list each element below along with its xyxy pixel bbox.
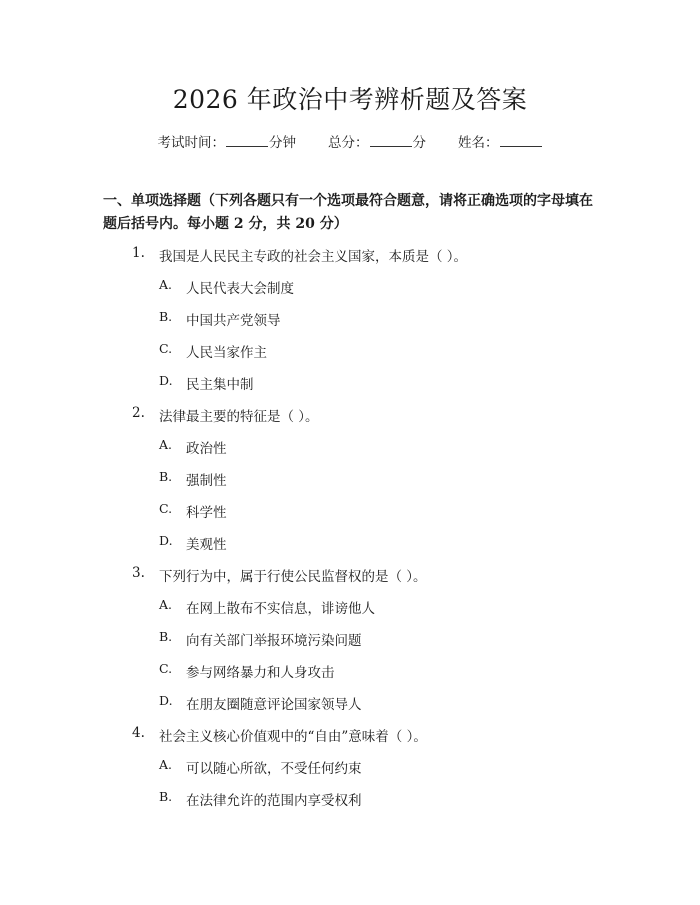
- option-letter: A.: [159, 757, 173, 772]
- exam-time-unit: 分钟: [269, 135, 296, 151]
- question-number: 3.: [132, 565, 145, 581]
- exam-time-label: 考试时间：: [157, 135, 225, 151]
- section-heading: [103, 190, 603, 236]
- option-letter: B.: [159, 629, 173, 644]
- option-letter: C.: [159, 341, 173, 356]
- section-heading-line2: 题后括号内。每小题 2 分，共 20 分）: [103, 216, 348, 232]
- option-letter: A.: [159, 597, 173, 612]
- section-heading-line1: 一、单项选择题（下列各题只有一个选项最符合题意，请将正确选项的字母填在: [103, 193, 593, 209]
- option-letter: D.: [159, 693, 173, 708]
- option-letter: C.: [159, 661, 173, 676]
- option-letter: D.: [159, 533, 173, 548]
- option-text: 在网上散布不实信息，诽谤他人: [186, 601, 375, 617]
- option-text: 人民当家作主: [186, 345, 267, 361]
- option-letter: A.: [159, 437, 173, 452]
- option-letter: C.: [159, 501, 173, 516]
- option-text: 中国共产党领导: [186, 313, 281, 329]
- option-text: 美观性: [186, 537, 227, 553]
- exam-time-blank: [226, 134, 268, 147]
- total-score-field: [328, 131, 426, 151]
- option-text: 在法律允许的范围内享受权利: [186, 793, 362, 809]
- question-number: 1.: [132, 245, 145, 261]
- question-text: 我国是人民民主专政的社会主义国家，本质是（ ）。: [159, 249, 468, 265]
- total-score-label: 总分：: [328, 135, 369, 151]
- name-blank: [500, 134, 542, 147]
- option-text: 人民代表大会制度: [186, 281, 294, 297]
- exam-info-line: [0, 131, 700, 151]
- option-text: 政治性: [186, 441, 227, 457]
- option-text: 参与网络暴力和人身攻击: [186, 665, 335, 681]
- option-letter: A.: [159, 277, 173, 292]
- question-text: 下列行为中，属于行使公民监督权的是（ ）。: [159, 569, 427, 585]
- question-text: 法律最主要的特征是（ ）。: [159, 409, 319, 425]
- option-text: 科学性: [186, 505, 227, 521]
- option-text: 强制性: [186, 473, 227, 489]
- option-text: 可以随心所欲，不受任何约束: [186, 761, 362, 777]
- option-letter: D.: [159, 373, 173, 388]
- document-title: 2026 年政治中考辨析题及答案: [172, 85, 528, 114]
- name-field: [458, 131, 543, 151]
- option-letter: B.: [159, 789, 173, 804]
- option-letter: B.: [159, 469, 173, 484]
- question-text: 社会主义核心价值观中的“自由”意味着（ ）。: [159, 729, 427, 745]
- total-score-blank: [370, 134, 412, 147]
- option-text: 民主集中制: [186, 377, 254, 393]
- option-text: 在朋友圈随意评论国家领导人: [186, 697, 362, 713]
- option-letter: B.: [159, 309, 173, 324]
- total-score-unit: 分: [412, 135, 426, 151]
- question-number: 4.: [132, 725, 145, 741]
- name-label: 姓名：: [458, 135, 499, 151]
- exam-time-field: [158, 131, 297, 151]
- question-number: 2.: [132, 405, 145, 421]
- option-text: 向有关部门举报环境污染问题: [186, 633, 362, 649]
